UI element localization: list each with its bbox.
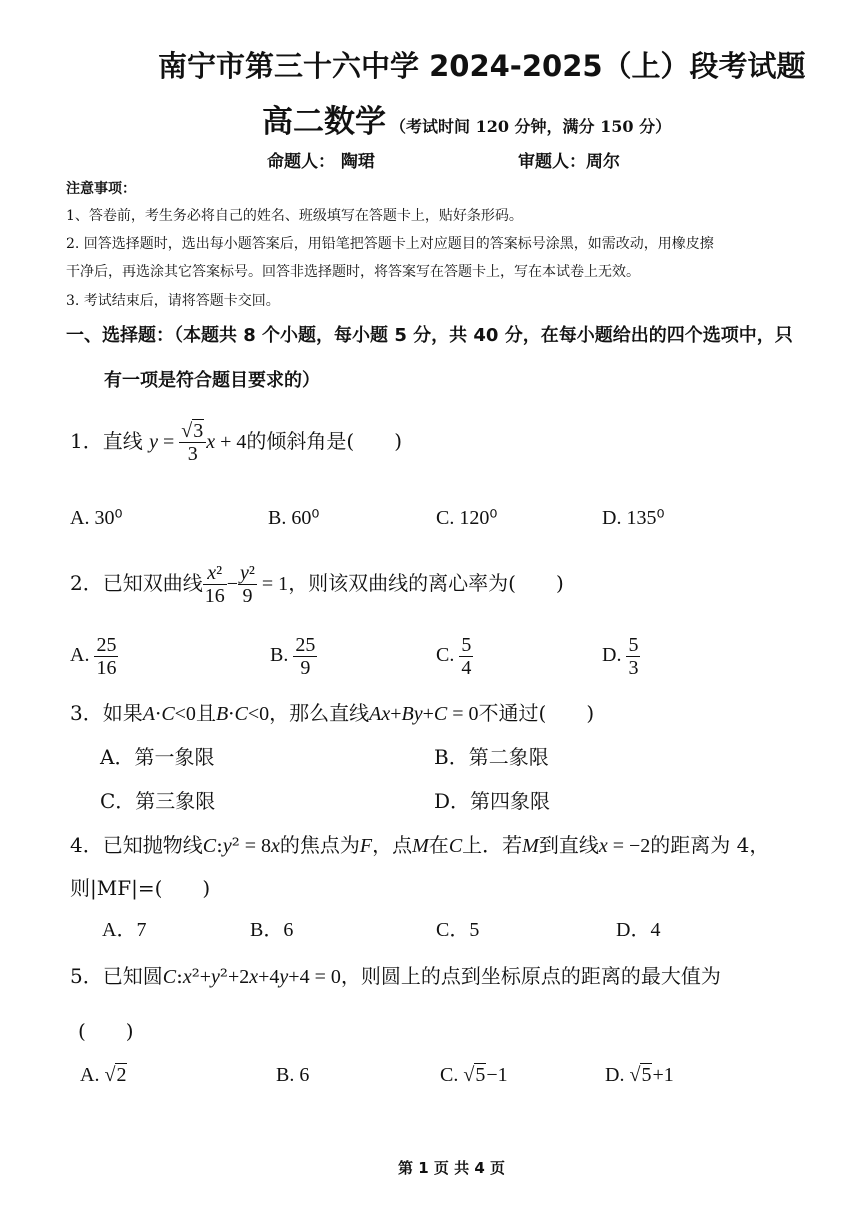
q1-fraction: $\frac{√3}{3}$	[179, 420, 206, 465]
q4-option-d: D．4	[616, 919, 661, 941]
q1-prefix: 1．直线	[70, 429, 143, 453]
q1-option-c: C. 120⁰	[436, 507, 498, 529]
setter: 命题人： 陶珺	[267, 152, 375, 172]
q4-suffix: 的距离为 4，	[650, 833, 770, 857]
exam-title: 南宁市第三十六中学 2024-2025（上）段考试题	[158, 49, 806, 83]
q4-mid3: 在	[428, 833, 449, 857]
q2-option-b: B. $\frac{25}{9}$	[270, 634, 316, 679]
q3-option-d: D．第四象限	[434, 789, 551, 813]
q3-option-a: A．第一象限	[100, 745, 215, 769]
q3-prefix: 3．如果	[70, 701, 143, 725]
page-footer: 第 1 页 共 4 页	[398, 1159, 505, 1177]
q4-mid1: 的焦点为	[279, 833, 360, 857]
q2-option-a: A. $\frac{25}{16}$	[70, 634, 117, 679]
question-3: 3．如果A·C<0且B·C<0，那么直线Ax+By+C = 0不通过( )	[70, 701, 595, 725]
q4-prefix: 4．已知抛物线	[70, 833, 203, 857]
q1-option-a: A. 30⁰	[70, 507, 123, 529]
q4-option-b: B．6	[250, 919, 294, 941]
q3-option-b: B．第二象限	[434, 745, 549, 769]
notice-heading: 注意事项：	[66, 181, 136, 197]
notice-item: 干净后，再选涂其它答案标号。回答非选择题时，将答案写在答题卡上，写在本试卷上无效。	[66, 264, 640, 280]
q4-option-c: C．5	[436, 919, 480, 941]
q4-mid2: ，点	[372, 833, 413, 857]
exam-info: （考试时间 120 分钟，满分 150 分）	[390, 117, 672, 136]
q4-option-a: A．7	[102, 919, 147, 941]
section-heading: 一、选择题：（本题共 8 个小题，每小题 5 分，共 40 分，在每小题给出的四个选项中，只	[66, 325, 793, 346]
q3-mid1: 且	[195, 701, 216, 725]
q5-suffix: ，则圆上的点到坐标原点的距离的最大值为	[340, 964, 721, 988]
q2-suffix: ，则该双曲线的离心率为( )	[288, 571, 564, 595]
q5-line2: ( )	[78, 1019, 134, 1043]
question-1: 1．直线 y = $\frac{√3}{3}$ x + 4的倾斜角是( )	[70, 420, 403, 465]
question-4: 4．已知抛物线C:y² = 8x的焦点为F，点M在C上．若M到直线x = −2的距离为 4，	[70, 833, 770, 857]
q2-option-d: D. $\frac{5}{3}$	[602, 634, 639, 679]
q1-option-d: D. 135⁰	[602, 507, 665, 529]
q4-line2: 则|MF|=( )	[70, 876, 211, 900]
q1-suffix: 的倾斜角是( )	[246, 429, 403, 453]
notice-item: 2. 回答选择题时，选出每小题答案后，用铅笔把答题卡上对应题目的答案标号涂黑，如需改动，用橡皮擦	[66, 236, 714, 252]
subject-title: 高二数学	[262, 104, 386, 140]
question-5: 5．已知圆C:x²+y²+2x+4y+4 = 0，则圆上的点到坐标原点的距离的最大值为	[70, 964, 721, 988]
reviewer: 审题人：周尔	[518, 152, 620, 172]
q4-mid5: 到直线	[538, 833, 599, 857]
q4-mid4: 上．若	[462, 833, 523, 857]
q5-option-b: B. 6	[276, 1064, 310, 1086]
q5-option-d: D. √5+1	[605, 1064, 674, 1086]
notice-item: 3. 考试结束后，请将答题卡交回。	[66, 293, 280, 309]
q5-option-a: A. √2	[80, 1064, 127, 1086]
q3-option-c: C．第三象限	[100, 789, 216, 813]
q1-option-b: B. 60⁰	[268, 507, 320, 529]
q2-option-c: C. $\frac{5}{4}$	[436, 634, 472, 679]
q5-option-c: C. √5−1	[440, 1064, 508, 1086]
subject-line	[262, 96, 671, 141]
q3-suffix: 不通过( )	[478, 701, 595, 725]
notice-item: 1、答卷前，考生务必将自己的姓名、班级填写在答题卡上，贴好条形码。	[66, 208, 523, 224]
q5-prefix: 5．已知圆	[70, 964, 163, 988]
question-2: 2．已知双曲线 $\frac{\text{x²}}{16}$ − $\frac{\text{y²}}{9}$ = 1，则该双曲线的离心率为( )	[70, 562, 564, 607]
q3-mid2: ，那么直线	[269, 701, 370, 725]
section-heading-cont: 有一项是符合题目要求的）	[104, 370, 320, 391]
q2-prefix: 2．已知双曲线	[70, 571, 203, 595]
